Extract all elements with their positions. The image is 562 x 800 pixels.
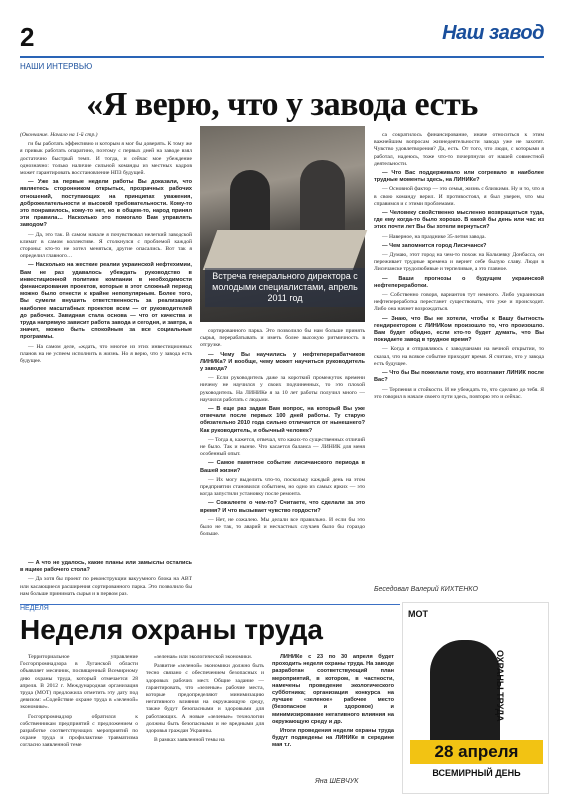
- paragraph: — Наверное, на празднике 35-летия завода.: [382, 233, 486, 240]
- poster-side-label: ОХРАНЫ ТРУДА: [495, 650, 505, 722]
- paragraph: Развитие «зеленой» экономики должно быть тесно связано с обеспечением безопасных и здоровых рабочих мест. Общие задание — гарантировать, что «зеленые» рабочие места, которые предопределяют минимизацию негативного влияния на окружающую среду, также будут безопасными и здоровыми для работающих. А новые «зеленые» технологии должны быть безопасными и не вредными для здоровья граждан Украины.: [146, 663, 264, 735]
- article2-column-2: [146, 654, 264, 794]
- worker-silhouette-icon: [430, 640, 500, 750]
- paragraph: — Да, это так. В самом начале я почувствовал нелегкий заводской климат в самом коллективе. Я столкнулся с проблемой каждой стороны: кто-то не хотел меняться, другие опасались. Вот так я определил главного…: [20, 231, 192, 260]
- paragraph: — На самом деле, «ждать, что многое из этих инвестиционных планов на не успеем исполнить в жизнь. Но я верю, что у завода есть будущее.: [20, 343, 192, 365]
- photo-person: [300, 160, 345, 240]
- photo-table: [203, 230, 368, 270]
- paragraph: — Основной фактор — это семья, жизнь с близкими. Ну и то, что я в свою команду верил. И противостоял, я был уверен, что мы справимся и с этими проблемами.: [374, 186, 544, 207]
- section-rubric: НЕДЕЛЯ: [20, 605, 49, 612]
- question: — В еще раз задам Вам вопрос, на который Вы уже отвечали после первых 100 дней работы. Ту старую обязательно 2010 года сильно отличается от нынешнего? Как руководитель, и обычный человек?: [200, 406, 365, 434]
- paragraph: Итоги проведения недели охраны труда будут подведены на ЛИНИКе в середине мая т.г.: [272, 728, 394, 749]
- paragraph: ги бы работать эффективно и которым я мог бы доверять. К тому же я привык работать опаратино, поэтому с первых дней на заводе взял достаточно быстрый темп. И тогда, и сейчас мое убеждение однозначно: только наличие сильной команды из местных кадров может гарантировать восстановление НПЗ будущей.: [20, 141, 192, 177]
- article-byline: Беседовал Валерий КИХТЕНКО: [374, 586, 478, 593]
- paragraph: — Тогда я, кажется, отвечал, что каких-то существенных отличий не было. Так и нынче. Что касается баланса — ЛИНИК для меня особенный опыт.: [200, 436, 365, 458]
- paragraph: Госгорпромнадзор обратился к собственникам предприятий с предложением о разработке соответствующих мероприятий по охране труда и профилактике травматизма согласно заявленной теме: [20, 713, 138, 749]
- paragraph: — Собственно говоря, вариантов тут немного. Либо украинская нефтепереработка перестанет существовать, что уже и происходит. Либо она начнет возрождаться.: [374, 292, 544, 313]
- article-column-2: [20, 560, 192, 597]
- question: — Ваши прогнозы о будущем украинской нефтепереработки.: [374, 275, 544, 289]
- poster-day-label: ВСЕМИРНЫЙ ДЕНЬ: [432, 768, 521, 778]
- article-intro: (Окончание. Начало на 1-й стр.): [20, 132, 98, 138]
- paragraph: В рамках заявленной темы на: [154, 737, 225, 744]
- question: — Уже за первые недели работы Вы доказали, что являетесь сторонником открытых, прозрачных рабочих отношений, поступающих на принципах уважения, доброжелательности и высокой требовательности. Кому-то это понравилось, кому-то нет, но в общем-то, народ принял эти правила… Насколько это помогало Вам управлять заводом?: [20, 179, 192, 229]
- question: — А что не удалось, какие планы или замыслы остались в ящике рабочего стола?: [20, 560, 192, 574]
- question: — Чему Вы научились у нефтеперерабатчиков ЛИНИКа? И вообще, чему может научиться руководитель у завода?: [200, 351, 365, 373]
- newspaper-logo: Наш завод: [442, 22, 544, 44]
- page-number: 2: [20, 22, 35, 52]
- paragraph: «зеленая» или экологической экономики.: [154, 654, 253, 660]
- paragraph: — Их могу выделить что-то, поскольку каждый день на этом предприятии становился событием, но одно из самых ярких — это когда запустили установку после ремонта.: [200, 476, 365, 498]
- article2-byline: Яна ШЕВЧУК: [315, 778, 359, 785]
- article2-column-1: [20, 654, 138, 794]
- paragraph: — Нет, не сожалею. Мы делали все правильно. И если бы это было не так, то аварий и несчастных случаев было бы гораздо больше.: [200, 516, 365, 538]
- question: — Сожалеете о чем-то? Считаете, что сделали за это время? И что вызывает чувство гордости?: [200, 500, 365, 514]
- article-column-3: [200, 328, 365, 586]
- section-divider: [20, 604, 400, 605]
- question: — Знаю, что Вы не хотели, чтобы к Вашу бытность гендиректором с ЛИНИКом произошло то, что произошло. Вам будет обидно, если кто-то будет думать, что Вы покидаете завод в трудное время?: [374, 315, 544, 344]
- question: — Самое памятное событие лисичанского периода в Вашей жизни?: [200, 460, 365, 474]
- header-divider: [20, 56, 544, 58]
- question: — Насколько на жесткие реалии украинской нефтехимии, Вам не раз удавалось убеждать руководство в инвестиционной политике компании в необходимости финансирования проектов, которые в этот сложный период можно было отнести к крайне непопулярным. Более того, Вы сумели внушить ответственность за реализацию наиболее масштабных проектов всем — от руководителей до рабочих. Завидная стала основа — что от качества и труда напрямую зависит работа завода и сегодня, и завтра, а значит, можно быть спокойным за все социальные программы.: [20, 262, 192, 341]
- question: — Что Вас поддерживало или согревало в наиболее трудные моменты здесь, на ЛИНИКе?: [374, 170, 544, 184]
- paragraph: — Если руководитель даже за короткий промежуток времени ничему не научился у своих подчиненных, то это плохой руководитель. На ЛИНИКе я за 10 лет работы получил много — научился работать с людьми.: [200, 375, 365, 403]
- paragraph: са сократилось финансирование, иначе относиться к этим важнейшим вопросам жизнедеятельности завода уже не захотят. Чувство удовлетворения? Да, есть. От того, что люди, с которыми я работал, надеюсь, тоже что-то почерпнули от нашей совместной деятельности.: [374, 132, 544, 167]
- paragraph: — Когда я отправляюсь с заводчанами на вечной открытии, то сказал, что на всякое событие приходит время. Я считаю, что у завода есть будущее.: [374, 346, 544, 367]
- question: — Чем запомнится город Лисичанск?: [382, 242, 487, 249]
- rubric-label: НАШИ ИНТЕРВЬЮ: [20, 62, 93, 71]
- poster-date: 28 апреля: [410, 740, 543, 764]
- article-column-4: [374, 132, 544, 584]
- article2-headline: Неделя охраны труда: [20, 614, 323, 645]
- article2-column-3: [272, 654, 394, 774]
- paragraph: — Думаю, этот город на чем-то похож на Кольчевку Донбасса, он переживает трудные времена и вернет себе былую славу. Люди в Лисичанске трудолюбивые и терпеливые, а это главное.: [374, 252, 544, 273]
- article-headline: «Я верю, что у завода есть: [86, 86, 478, 123]
- paragraph: сортированного парка. Это позволило бы нам больше принять сырья, перерабатывать и иметь более высокую ритмичность в отгрузке.: [200, 328, 365, 349]
- photo-caption: Встреча генерального директора с молодыми специалистами, апрель 2011 год: [205, 268, 365, 307]
- question: — Что бы Вы пожелали тому, кто возглавит ЛИНИК после Вас?: [374, 370, 544, 384]
- article-column-1: [20, 132, 192, 586]
- paragraph: ЛИНИКе с 23 по 30 апреля будет проходить неделя охраны труда. На заводе разработан соответствующий план мероприятий, в котором, в частности, намечены проведение экологического субботника; организация конкурса на лучшее «зеленое» рабочее место (безопасное и здоровое) и минимизирование негативного влияния на окружающую среду и др.: [272, 654, 394, 725]
- poster-org-label: МОТ: [408, 609, 428, 619]
- paragraph: — Терпения и стойкости. И не убеждать то, что сделано до тебя. Я это говорил в начале своего пути здесь, повторю это и сейчас.: [374, 386, 544, 400]
- paragraph: Территориальное управление Госгорпромнадзора в Луганской области объявляет месячник, посвященный Всемирному дню охраны труда, который отмечается 28 апреля. В 2012 г. Международная организация труда (МОТ) предложила отметить эту дату под девизом: «Содействие охране труда в «зеленой» экономике».: [20, 654, 138, 711]
- paragraph: — Да хотя бы проект по реконструкции вакуумного блока на АВТ или касающиеся расширения сортированного парка. Это позволило бы нам больше принимать сырья и в первом раз.: [20, 576, 192, 597]
- question: — Человеку свойственно мысленно возвращаться туда, где ему когда-то было хорошо. В какой бы день или час из этих почти лет Вы бы хотели вернуться?: [374, 210, 544, 231]
